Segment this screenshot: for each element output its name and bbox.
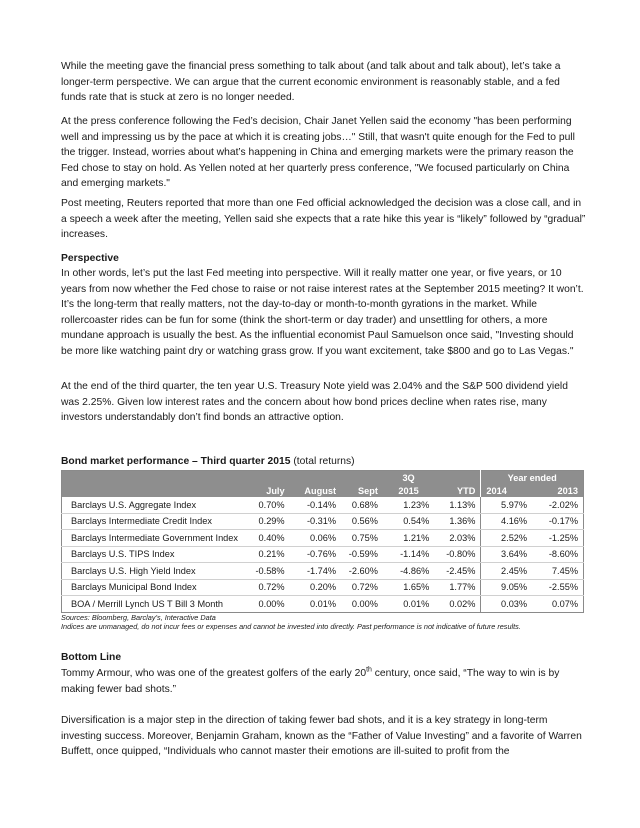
cell-value: 5.97% [481, 497, 532, 513]
cell-value: 0.40% [243, 530, 290, 547]
row-index-name: Barclays U.S. TIPS Index [62, 546, 244, 563]
cell-value: 1.77% [434, 579, 481, 596]
bottom-line-paragraph-2: Diversification is a major step in the direction of taking fewer bad shots, and it is a key strategy in long-term investing success. Moreover, Benjamin Graham, known as the “Father of Value Investing” and a favorite of Warren Buffett, once quipped, “Individuals who cannot master their emotions are ill-suited to profit from the [61, 715, 582, 758]
cell-value: 0.29% [243, 513, 290, 530]
table-title-note: (total returns) [293, 456, 355, 467]
cell-value: 1.65% [383, 579, 434, 596]
table-title [61, 455, 355, 468]
cell-value: 0.07% [551, 598, 578, 609]
cell-value: 1.21% [383, 530, 434, 547]
header-col-ytd: YTD [434, 484, 481, 497]
table-sources-note [61, 614, 521, 631]
header-col-august: August [290, 484, 341, 497]
table-header-row-bottom [62, 484, 584, 497]
cell-value: -0.14% [290, 497, 341, 513]
header-year-ended: Year ended [481, 471, 584, 485]
table-header-row-top [62, 471, 584, 485]
cell-value: -0.58% [243, 563, 290, 580]
cell-value: 0.01% [310, 598, 337, 609]
cell-value: 0.03% [481, 596, 532, 613]
cell-value: -1.74% [290, 563, 341, 580]
cell-value: 0.70% [243, 497, 290, 513]
cell-value: -2.45% [434, 563, 481, 580]
cell-value: 1.36% [434, 513, 481, 530]
table-row [62, 563, 584, 580]
cell-value: 2.03% [434, 530, 481, 547]
cell-value: 0.72% [243, 579, 290, 596]
row-index-name: Barclays U.S. Aggregate Index [62, 497, 244, 513]
header-col-july: July [243, 484, 290, 497]
perspective-paragraph-1: In other words, let’s put the last Fed meeting into perspective. Will it really matter one year, or five years, or 10 years from now whether the Fed chose to raise or not raise interest rates at the September 2015 meeting? It won’t. It’s the long-term that really matters, not the day-to-day or month-to-month gyrations in the market. While rollercoaster rides can be fun for some (think the short-term or day trader) and unsettling for others, a more mundane approach is usually the best. As the influential economist Paul Samuelson once said, "Investing should be more like watching paint dry or watching grass grow. If you want excitement, take $800 and go to Las Vegas." [61, 268, 584, 357]
cell-value: -2.55% [532, 579, 583, 596]
cell-value: -1.25% [532, 530, 583, 547]
cell-value: 0.54% [383, 513, 434, 530]
ordinal-suffix: th [366, 666, 372, 674]
header-col-sept: Sept [341, 484, 383, 497]
table-row [62, 579, 584, 596]
cell-value: 1.13% [434, 497, 481, 513]
cell-value: 0.21% [243, 546, 290, 563]
cell-value: -0.80% [434, 546, 481, 563]
bottom-line-p1-text: Tommy Armour, who was one of the greatest golfers of the early 20 [61, 668, 367, 679]
disclaimer-line: Indices are unmanaged, do not incur fees or expenses and cannot be invested into directly. Past performance is not indicative of future results. [61, 621, 521, 631]
bottom-line-heading: Bottom Line [61, 652, 122, 663]
cell-value: 0.68% [341, 497, 383, 513]
table-row [62, 497, 584, 513]
table-row [62, 513, 584, 530]
bond-performance-table [61, 470, 584, 613]
cell-value: 0.20% [290, 579, 341, 596]
header-blank [62, 471, 244, 485]
cell-value: 4.16% [481, 513, 532, 530]
cell-value: 2.52% [481, 530, 532, 547]
intro-paragraph-1: While the meeting gave the financial press something to talk about (and talk about and talk about), let’s take a longer-term perspective. We can argue that the current economic environment is reasonably stable, and a fed funds rate that is stuck at zero is no longer needed. [61, 61, 561, 104]
header-3q: 3Q [383, 471, 434, 485]
cell-value: -2.02% [532, 497, 583, 513]
cell-value: 0.75% [341, 530, 383, 547]
table-row [62, 596, 584, 613]
cell-value: 0.01% [403, 598, 430, 609]
row-index-name: BOA / Merrill Lynch US T Bill 3 Month [71, 598, 223, 609]
cell-value: 1.23% [383, 497, 434, 513]
row-index-name: Barclays Intermediate Government Index [62, 530, 244, 547]
cell-value: 0.06% [290, 530, 341, 547]
row-index-name: Barclays Intermediate Credit Index [62, 513, 244, 530]
bottom-line-p1-text-end: century, once said, “The way to win is by making fewer bad shots.” [61, 668, 560, 695]
cell-value: 2.45% [481, 563, 532, 580]
header-col-2014: 2014 [481, 484, 532, 497]
cell-value: 0.02% [449, 598, 476, 609]
cell-value: 0.56% [341, 513, 383, 530]
cell-value: -0.31% [290, 513, 341, 530]
perspective-heading: Perspective [61, 253, 119, 264]
cell-value: -1.14% [383, 546, 434, 563]
bottom-line-paragraph-1 [61, 666, 586, 697]
cell-value: -2.60% [341, 563, 383, 580]
cell-value: 3.64% [481, 546, 532, 563]
table-title-main: Bond market performance – Third quarter 2015 [61, 456, 291, 467]
intro-paragraph-2: At the press conference following the Fed’s decision, Chair Janet Yellen said the economy "has been performing well and impressing us by the pace at which it is creating jobs…" Still, that wasn't quite enough for the Fed to pull the trigger. Instead, worries about what’s happening in China and emerging markets were the primary reason the Fed chose to stay on hold. As Yellen noted at her quarterly press conference, "We focused particularly on China and emerging markets." [61, 116, 575, 190]
cell-value: -8.60% [532, 546, 583, 563]
header-col-3q-2015: 2015 [383, 484, 434, 497]
sources-line: Sources: Bloomberg, Barclay’s, Interactive Data [61, 613, 216, 622]
cell-value: 0.00% [351, 598, 378, 609]
row-index-name: Barclays Municipal Bond Index [62, 579, 244, 596]
cell-value: -4.86% [383, 563, 434, 580]
intro-paragraph-3: Post meeting, Reuters reported that more than one Fed official acknowledged the decision was a close call, and in a speech a week after the meeting, Yellen said she expects that a rate hike this year is “likely” followed by “gradual” increases. [61, 198, 586, 241]
cell-value: -0.76% [290, 546, 341, 563]
row-index-name: Barclays U.S. High Yield Index [62, 563, 244, 580]
cell-value: -0.59% [341, 546, 383, 563]
table-row [62, 530, 584, 547]
cell-value: 9.05% [481, 579, 532, 596]
table-row [62, 546, 584, 563]
cell-value: 0.00% [258, 598, 285, 609]
cell-value: 7.45% [532, 563, 583, 580]
cell-value: 0.72% [341, 579, 383, 596]
perspective-paragraph-2: At the end of the third quarter, the ten year U.S. Treasury Note yield was 2.04% and the S&P 500 dividend yield was 2.25%. Given low interest rates and the concern about how bond prices decline when rates rise, many investors understandably don’t find bonds an attractive option. [61, 381, 568, 424]
cell-value: -0.17% [532, 513, 583, 530]
header-col-2013: 2013 [532, 484, 583, 497]
